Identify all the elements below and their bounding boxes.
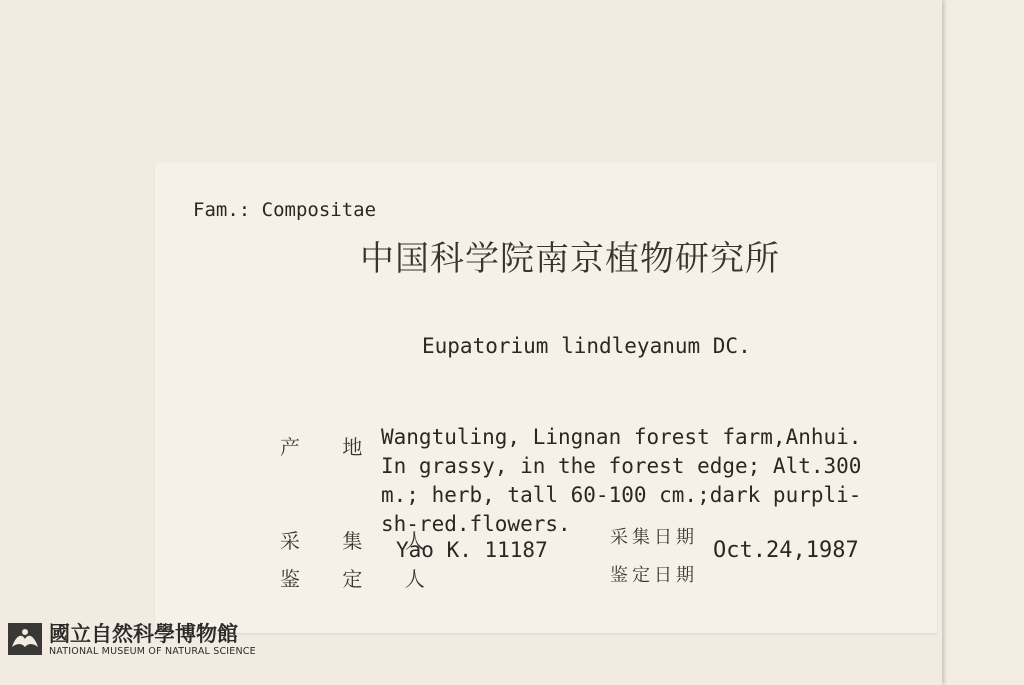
museum-logo-icon — [8, 623, 42, 655]
species-name: Eupatorium lindleyanum DC. — [422, 334, 751, 358]
collector-value: Yao K. 11187 — [396, 538, 548, 562]
determiner-label: 鉴 定 人 — [280, 567, 443, 591]
locality-text — [381, 423, 861, 539]
collector-label: 采 集 人 — [280, 529, 443, 553]
specimen-label — [155, 163, 937, 634]
museum-logo — [8, 620, 268, 660]
museum-name-en: NATIONAL MUSEUM OF NATURAL SCIENCE — [49, 646, 256, 657]
collection-date-label: 采集日期 — [610, 527, 698, 548]
locality-line: In grassy, in the forest edge; Alt.300 — [381, 454, 862, 478]
determination-date-label: 鉴定日期 — [610, 565, 698, 586]
museum-name-cn: 國立自然科學博物館 — [49, 622, 238, 646]
institution-name: 中国科学院南京植物研究所 — [360, 239, 780, 279]
locality-line: sh-red.flowers. — [381, 512, 571, 536]
collection-date-value: Oct.24,1987 — [713, 538, 859, 563]
locality-line: Wangtuling, Lingnan forest farm,Anhui. — [381, 425, 862, 449]
locality-label: 产 地 — [280, 435, 381, 459]
locality-line: m.; herb, tall 60-100 cm.;dark purpli- — [381, 483, 862, 507]
family-name: Fam.: Compositae — [193, 199, 377, 221]
